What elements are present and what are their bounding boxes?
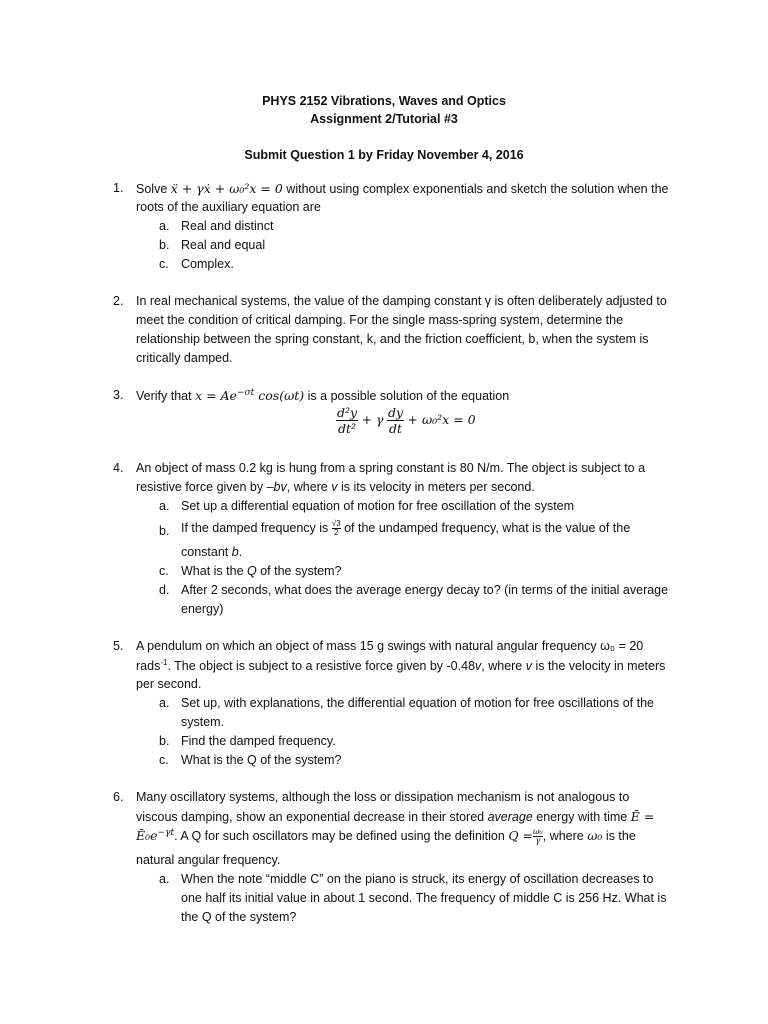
q4-item-c — [181, 564, 342, 578]
q4-l2-post: is its velocity in meters per second. — [337, 480, 535, 494]
q1-pre: Solve — [136, 182, 171, 196]
q4-item-b-line-2 — [181, 545, 242, 559]
q5-item-b-mark: b. — [159, 734, 170, 748]
q1-equation: ẍ + γẋ + ω₀²x = 0 — [170, 181, 283, 196]
q6-l3-post2: is the — [602, 829, 636, 844]
q5-item-a-mark: a. — [159, 696, 170, 710]
question-5-line-1: A pendulum on which an object of mass 15 g swings with natural angular frequency ω₀ = 20 — [136, 639, 644, 653]
q4-b2-post: . — [238, 545, 243, 559]
q5-l2-post: . The object is subject to a resistive force given by -0.48 — [167, 659, 476, 674]
q3-pre: Verify that — [136, 389, 196, 404]
question-3-equation — [336, 405, 476, 436]
question-6-number: 6. — [113, 790, 124, 804]
q1-item-c-mark: c. — [159, 257, 169, 271]
q6-l2-pre: viscous damping, show an exponential decrease in their stored — [136, 810, 488, 824]
q3-exponent: −σt — [236, 388, 255, 398]
q6-item-a-line-2: one half its initial value in about 1 second. The frequency of middle C is 256 Hz. What is — [181, 891, 667, 905]
q4-l2-mid: , where — [286, 480, 332, 494]
q3-solution-math: x = Ae — [195, 388, 237, 404]
question-1-line-1 — [136, 181, 668, 196]
q6-frac-den: γ — [535, 836, 541, 846]
q1-item-a-mark: a. — [159, 219, 170, 233]
q3-cos: cos(ωt) — [254, 388, 305, 404]
eq-tail: + ω₀²x = 0 — [407, 411, 476, 427]
q4-b2-b: b — [231, 545, 239, 559]
q4-item-d-line-1: After 2 seconds, what does the average energy decay to? (in terms of the initial average — [181, 583, 669, 597]
question-5-line-2 — [136, 658, 665, 673]
q4-b-pre: If the damped frequency is — [181, 520, 332, 535]
eq-frac-num-1: d²y — [337, 405, 358, 420]
question-1-line-2: roots of the auxiliary equation are — [136, 200, 321, 214]
q5-item-c-mark: c. — [159, 753, 169, 767]
q4-item-a-mark: a. — [159, 499, 170, 513]
eq-dy-dt — [387, 405, 404, 436]
question-5-number: 5. — [113, 639, 124, 653]
question-2-line-2: meet the condition of critical damping. For the single mass-spring system, determine the — [136, 313, 624, 327]
q6-item-a-line-3: the Q of the system? — [181, 910, 297, 924]
q4-c-q: Q — [247, 564, 257, 578]
q5-l2-v2: v — [525, 659, 532, 674]
question-6-line-2 — [136, 809, 654, 824]
due-date: Submit Question 1 by Friday November 4, 2016 — [244, 148, 524, 162]
q5-item-b: Find the damped frequency. — [181, 734, 336, 748]
q4-item-b-line-1 — [181, 520, 630, 537]
q4-l2-v: v — [331, 480, 338, 494]
question-4-number: 4. — [113, 461, 124, 475]
q3-post: is a possible solution of the equation — [304, 389, 510, 404]
q4-item-b-mark: b. — [159, 524, 170, 538]
question-6-line-3 — [136, 828, 636, 845]
q6-l2-math: Ē = — [630, 809, 655, 824]
q4-b-frac-num: √3 — [331, 519, 341, 528]
q6-l2-average: average — [487, 810, 533, 824]
question-1-number: 1. — [113, 181, 124, 195]
question-2-line-3: relationship between the spring constant, k, and the friction coefficient, b, when the system is — [136, 332, 649, 346]
q6-l3-post: , where — [542, 829, 588, 844]
q5-item-a-line-1: Set up, with explanations, the differential equation of motion for free oscillations of the — [181, 696, 654, 710]
q6-l2-post: energy with time — [532, 810, 631, 824]
eq-frac-den-1: dt² — [338, 421, 357, 436]
q1-item-a: Real and distinct — [181, 219, 274, 233]
question-2-number: 2. — [113, 294, 124, 308]
q5-l2-post2: , where — [481, 659, 526, 674]
eq-frac-den-2: dt — [388, 421, 403, 436]
q6-frac-num: ω₀ — [533, 827, 543, 837]
q4-l2-pre: resistive force given by — [136, 480, 267, 494]
q4-item-a: Set up a differential equation of motion for free oscillation of the system — [181, 499, 575, 513]
q1-item-b-mark: b. — [159, 238, 170, 252]
q6-l3-fraction — [533, 828, 543, 845]
question-5-line-3: per second. — [136, 677, 202, 691]
q6-l3-omega: ω₀ — [587, 828, 603, 844]
q4-item-d-mark: d. — [159, 583, 170, 597]
question-3-number: 3. — [113, 388, 124, 402]
question-2-line-4: critically damped. — [136, 351, 233, 365]
q5-item-a-line-2: system. — [181, 715, 225, 729]
eq-d2y-dt2 — [336, 405, 358, 436]
q4-b-fraction — [332, 520, 341, 537]
eq-frac-num-2: dy — [387, 405, 404, 420]
q5-l2-pre: rads — [136, 659, 161, 674]
q4-b-post: of the undamped frequency, what is the value of the — [340, 520, 631, 535]
q5-l2-v: v — [475, 659, 482, 674]
q4-item-c-mark: c. — [159, 564, 169, 578]
q5-l2-sup: -1 — [160, 658, 168, 667]
question-3-line-1 — [136, 388, 509, 403]
q4-item-d-line-2: energy) — [181, 602, 224, 616]
q4-b2-pre: constant — [181, 545, 232, 559]
q6-l3-mid: . A Q for such oscillators may be defined using the definition — [174, 829, 509, 844]
q1-item-c: Complex. — [181, 257, 234, 271]
question-6-line-1: Many oscillatory systems, although the loss or dissipation mechanism is not analogous to — [136, 790, 630, 804]
q6-item-a-line-1: When the note “middle C” on the piano is struck, its energy of oscillation decreases to — [181, 872, 654, 886]
eq-plus-gamma: + γ — [361, 411, 384, 427]
q5-l2-post3: is the velocity in meters — [531, 659, 666, 674]
q6-l3-exp: −γt — [157, 828, 175, 838]
course-title: PHYS 2152 Vibrations, Waves and Optics — [262, 94, 506, 108]
question-4-line-2 — [136, 480, 535, 494]
question-2-line-1: In real mechanical systems, the value of the damping constant γ is often deliberately adjusted to — [136, 294, 667, 308]
question-4-line-1: An object of mass 0.2 kg is hung from a spring constant is 80 N/m. The object is subject to a — [136, 461, 646, 475]
q6-l3-math: Ē₀e — [136, 828, 158, 844]
q4-b-frac-den: 2 — [333, 528, 339, 537]
q5-item-c: What is the Q of the system? — [181, 753, 342, 767]
q4-l2-bv: –bv — [266, 480, 287, 494]
q6-item-a-mark: a. — [159, 872, 170, 886]
q4-c-post: of the system? — [256, 564, 342, 578]
q1-item-b: Real and equal — [181, 238, 266, 252]
q1-post: without using complex exponentials and sketch the solution when the — [282, 182, 669, 196]
assignment-title: Assignment 2/Tutorial #3 — [310, 112, 458, 126]
q6-l3-q: Q = — [508, 828, 534, 844]
question-6-line-4: natural angular frequency. — [136, 853, 281, 867]
q4-c-pre: What is the — [181, 564, 247, 578]
